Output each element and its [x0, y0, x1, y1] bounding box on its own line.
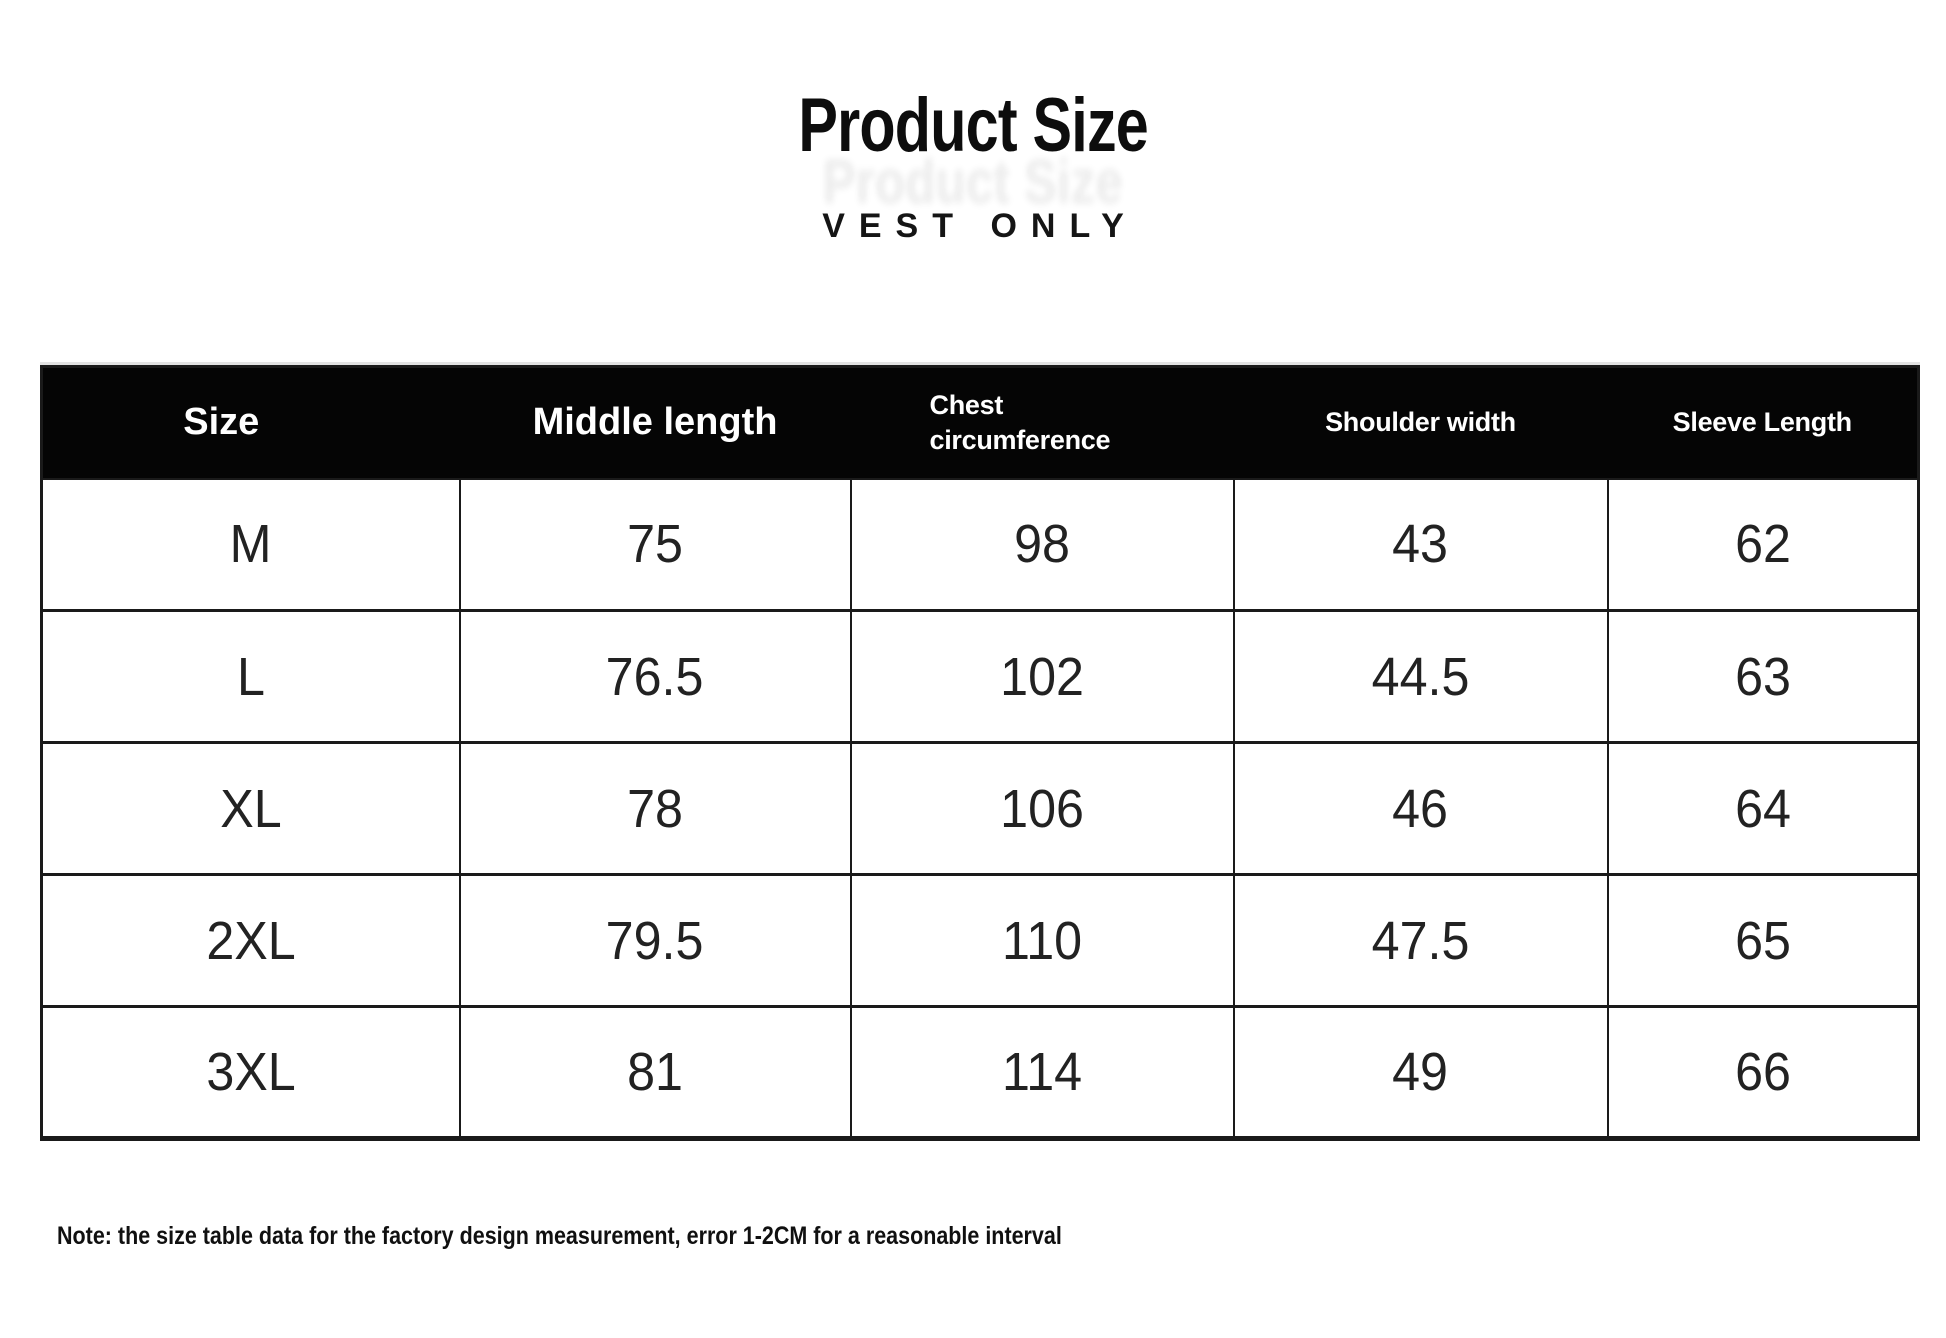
cell-l-sleeve-length: 63	[1608, 611, 1919, 743]
header-cell-chest-circumference	[851, 367, 1234, 479]
cell-m-size: M	[42, 479, 460, 611]
table-row-3xl	[42, 1007, 1919, 1139]
cell-2xl-sleeve-length: 65	[1608, 875, 1919, 1007]
cell-3xl-middle-length: 81	[460, 1007, 851, 1139]
header-cell-size	[42, 367, 460, 479]
table-row-l	[42, 611, 1919, 743]
cell-xl-chest-circumference: 106	[851, 743, 1234, 875]
cell-xl-middle-length: 78	[460, 743, 851, 875]
cell-2xl-shoulder-width: 47.5	[1234, 875, 1608, 1007]
cell-3xl-chest-circumference: 114	[851, 1007, 1234, 1139]
cell-xl-size: XL	[42, 743, 460, 875]
table-row-xl	[42, 743, 1919, 875]
measurement-note	[57, 1224, 1225, 1249]
cell-2xl-size: 2XL	[42, 875, 460, 1007]
cell-3xl-shoulder-width: 49	[1234, 1007, 1608, 1139]
cell-l-chest-circumference: 102	[851, 611, 1234, 743]
cell-xl-shoulder-width: 46	[1234, 743, 1608, 875]
cell-l-size: L	[42, 611, 460, 743]
page-subtitle	[0, 209, 1946, 243]
cell-2xl-chest-circumference: 110	[851, 875, 1234, 1007]
page-title	[0, 83, 1946, 168]
cell-l-middle-length: 76.5	[460, 611, 851, 743]
header-cell-middle-length	[460, 367, 851, 479]
cell-3xl-sleeve-length: 66	[1608, 1007, 1919, 1139]
cell-m-middle-length: 75	[460, 479, 851, 611]
table-row-m	[42, 479, 1919, 611]
cell-m-sleeve-length: 62	[1608, 479, 1919, 611]
cell-3xl-size: 3XL	[42, 1007, 460, 1139]
size-table	[40, 365, 1920, 1141]
page-subtitle-text: VEST ONLY	[822, 207, 1138, 245]
header-label-sleeve-length: Sleeve Length	[1672, 407, 1852, 438]
table-row-2xl	[42, 875, 1919, 1007]
cell-m-chest-circumference: 98	[851, 479, 1234, 611]
header-label-size: Size	[183, 401, 260, 444]
header-label-middle-length: Middle length	[532, 401, 778, 444]
cell-m-shoulder-width: 43	[1234, 479, 1608, 611]
header-cell-sleeve-length	[1608, 367, 1919, 479]
cell-2xl-middle-length: 79.5	[460, 875, 851, 1007]
header-label-chest-circumference: Chest circumference	[929, 389, 1111, 455]
header-label-shoulder-width: Shoulder width	[1325, 407, 1516, 438]
header-cell-shoulder-width	[1234, 367, 1608, 479]
measurement-note-text: Note: the size table data for the factory design measurement, error 1-2CM for a reasonable interval	[57, 1222, 1062, 1250]
cell-l-shoulder-width: 44.5	[1234, 611, 1608, 743]
title-ghost-artifact: Product Size	[822, 148, 1124, 217]
cell-xl-sleeve-length: 64	[1608, 743, 1919, 875]
page-title-text: Product Size	[798, 83, 1148, 168]
header-row	[42, 367, 1919, 479]
